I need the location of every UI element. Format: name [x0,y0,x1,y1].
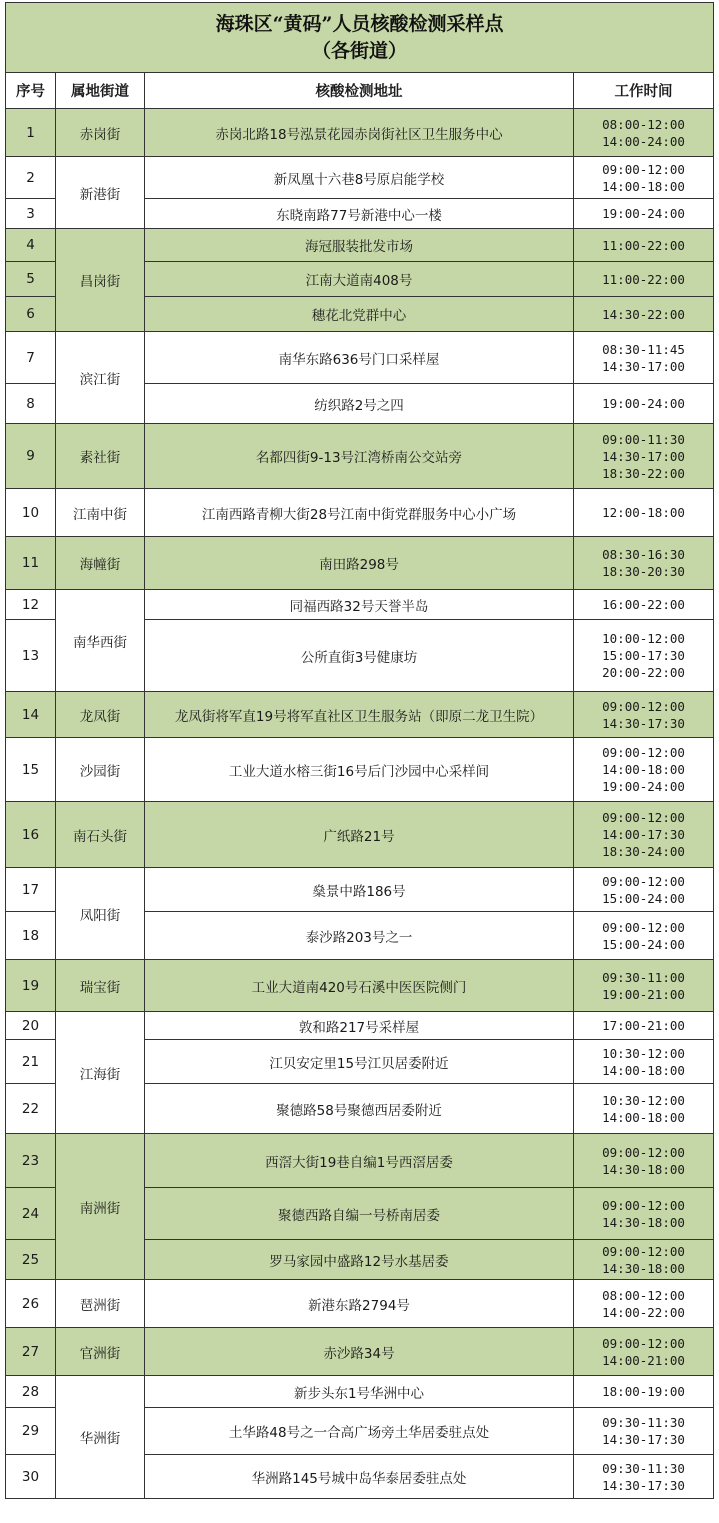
working-hours [574,332,714,384]
time-slot: 10:30-12:00 [602,1092,685,1108]
time-slot: 14:30-18:00 [602,1161,685,1177]
time-slot: 14:00-24:00 [602,133,685,149]
header-address: 核酸检测地址 [145,73,574,109]
working-hours [574,424,714,489]
district-name: 海幢街 [56,537,145,590]
site-address: 广纸路21号 [145,802,574,868]
table-row [6,332,714,384]
district-name: 南洲街 [56,1134,145,1280]
working-hours [574,1084,714,1134]
site-address: 赤岗北路18号泓景花园赤岗街社区卫生服务中心 [145,109,574,157]
time-slot: 17:00-21:00 [602,1018,685,1033]
site-address: 江贝安定里15号江贝居委附近 [145,1040,574,1084]
header-row [6,73,714,109]
title-line-2: （各街道） [312,39,408,62]
table-row [6,1328,714,1376]
row-number: 13 [6,620,56,692]
table-row [6,157,714,199]
district-name: 南华西街 [56,590,145,692]
time-slot: 14:00-17:30 [602,827,685,842]
site-address: 南华东路636号门口采样屋 [145,332,574,384]
header-district: 属地街道 [56,73,145,109]
district-name: 瑞宝街 [56,960,145,1012]
time-slot: 09:30-11:30 [602,1415,685,1430]
district-name: 新港街 [56,157,145,229]
time-slot: 14:30-22:00 [602,306,685,322]
table-row [6,802,714,868]
district-name: 昌岗街 [56,229,145,332]
time-slot: 09:00-12:00 [602,698,685,714]
time-slot: 14:30-17:30 [602,715,685,731]
site-address: 西滘大街19巷自编1号西滘居委 [145,1134,574,1188]
time-slot: 14:00-18:00 [602,1062,685,1078]
working-hours [574,1040,714,1084]
table-row [6,229,714,262]
row-number: 21 [6,1040,56,1084]
working-hours [574,912,714,960]
site-address: 新凤凰十六巷8号原启能学校 [145,157,574,199]
district-name: 凤阳街 [56,868,145,960]
time-slot: 09:30-11:00 [602,969,685,985]
table-row [6,868,714,912]
site-address: 华洲路145号城中岛华泰居委驻点处 [145,1455,574,1499]
table-row [6,1134,714,1188]
time-slot: 14:00-18:00 [602,762,685,777]
working-hours [574,262,714,297]
site-address: 聚德路58号聚德西居委附近 [145,1084,574,1134]
working-hours [574,1012,714,1040]
time-slot: 09:00-12:00 [602,161,685,177]
row-number: 5 [6,262,56,297]
time-slot: 18:00-19:00 [602,1384,685,1399]
time-slot: 09:00-12:00 [602,873,685,889]
working-hours [574,199,714,229]
row-number: 16 [6,802,56,868]
district-name: 江南中街 [56,489,145,537]
row-number: 29 [6,1408,56,1455]
time-slot: 14:30-17:00 [602,358,685,374]
time-slot: 14:00-22:00 [602,1304,685,1320]
district-name: 沙园街 [56,738,145,802]
time-slot: 18:30-20:30 [602,564,685,579]
site-address: 东晓南路77号新港中心一楼 [145,199,574,229]
working-hours [574,297,714,332]
working-hours [574,1188,714,1240]
time-slot: 15:00-17:30 [602,648,685,663]
site-address: 泰沙路203号之一 [145,912,574,960]
table-row [6,692,714,738]
district-name: 官洲街 [56,1328,145,1376]
row-number: 11 [6,537,56,590]
site-address: 穗花北党群中心 [145,297,574,332]
row-number: 26 [6,1280,56,1328]
time-slot: 19:00-24:00 [602,206,685,221]
working-hours [574,620,714,692]
time-slot: 14:30-18:00 [602,1260,685,1276]
working-hours [574,1408,714,1455]
site-address: 同福西路32号天誉半岛 [145,590,574,620]
site-address: 龙凤街将军直19号将军直社区卫生服务站（即原二龙卫生院） [145,692,574,738]
time-slot: 08:00-12:00 [602,116,685,132]
time-slot: 11:00-22:00 [602,237,685,253]
time-slot: 14:00-21:00 [602,1352,685,1368]
row-number: 6 [6,297,56,332]
working-hours [574,1134,714,1188]
working-hours [574,109,714,157]
row-number: 17 [6,868,56,912]
table-title [6,3,714,73]
working-hours [574,1280,714,1328]
time-slot: 16:00-22:00 [602,597,685,612]
site-address: 工业大道南420号石溪中医医院侧门 [145,960,574,1012]
row-number: 9 [6,424,56,489]
time-slot: 08:00-12:00 [602,1287,685,1303]
site-address: 新港东路2794号 [145,1280,574,1328]
table-row [6,960,714,1012]
district-name: 素社街 [56,424,145,489]
site-address: 江南西路青柳大街28号江南中街党群服务中心小广场 [145,489,574,537]
working-hours [574,868,714,912]
table-row [6,1376,714,1408]
time-slot: 11:00-22:00 [602,271,685,287]
row-number: 24 [6,1188,56,1240]
table-row [6,1280,714,1328]
working-hours [574,1376,714,1408]
working-hours [574,590,714,620]
site-address: 江南大道南408号 [145,262,574,297]
table-row [6,590,714,620]
row-number: 18 [6,912,56,960]
time-slot: 08:30-11:45 [602,341,685,357]
row-number: 12 [6,590,56,620]
working-hours [574,489,714,537]
row-number: 22 [6,1084,56,1134]
site-address: 聚德西路自编一号桥南居委 [145,1188,574,1240]
working-hours [574,1455,714,1499]
site-address: 海冠服装批发市场 [145,229,574,262]
district-name: 南石头街 [56,802,145,868]
time-slot: 14:30-17:30 [602,1432,685,1447]
working-hours [574,738,714,802]
row-number: 14 [6,692,56,738]
table-row [6,537,714,590]
time-slot: 08:30-16:30 [602,547,685,562]
working-hours [574,229,714,262]
row-number: 1 [6,109,56,157]
row-number: 2 [6,157,56,199]
site-address: 纺织路2号之四 [145,384,574,424]
time-slot: 10:30-12:00 [602,1045,685,1061]
working-hours [574,384,714,424]
row-number: 4 [6,229,56,262]
site-address: 南田路298号 [145,537,574,590]
row-number: 20 [6,1012,56,1040]
site-address: 敦和路217号采样屋 [145,1012,574,1040]
site-address: 新步头东1号华洲中心 [145,1376,574,1408]
district-name: 琶洲街 [56,1280,145,1328]
time-slot: 09:30-11:30 [602,1460,685,1476]
row-number: 27 [6,1328,56,1376]
table-row [6,738,714,802]
row-number: 28 [6,1376,56,1408]
title-line-1: 海珠区“黄码”人员核酸检测采样点 [215,12,504,35]
district-name: 滨江街 [56,332,145,424]
table-row [6,424,714,489]
row-number: 25 [6,1240,56,1280]
site-address: 罗马家园中盛路12号水基居委 [145,1240,574,1280]
header-hours: 工作时间 [574,73,714,109]
time-slot: 14:30-17:30 [602,1477,685,1493]
time-slot: 09:00-12:00 [602,1243,685,1259]
row-number: 19 [6,960,56,1012]
header-no: 序号 [6,73,56,109]
site-address: 工业大道水榕三街16号后门沙园中心采样间 [145,738,574,802]
working-hours [574,802,714,868]
district-name: 赤岗街 [56,109,145,157]
time-slot: 09:00-12:00 [602,919,685,935]
site-address: 赤沙路34号 [145,1328,574,1376]
time-slot: 15:00-24:00 [602,890,685,906]
working-hours [574,537,714,590]
site-address: 公所直街3号健康坊 [145,620,574,692]
time-slot: 19:00-24:00 [602,396,685,411]
table-row [6,489,714,537]
site-address: 土华路48号之一合高广场旁土华居委驻点处 [145,1408,574,1455]
working-hours [574,692,714,738]
time-slot: 19:00-24:00 [602,779,685,794]
site-address: 名都四街9-13号江湾桥南公交站旁 [145,424,574,489]
time-slot: 20:00-22:00 [602,665,685,680]
working-hours [574,960,714,1012]
district-name: 龙凤街 [56,692,145,738]
working-hours [574,157,714,199]
working-hours [574,1328,714,1376]
row-number: 3 [6,199,56,229]
time-slot: 09:00-12:00 [602,1197,685,1213]
time-slot: 15:00-24:00 [602,936,685,952]
table-row [6,1012,714,1040]
row-number: 30 [6,1455,56,1499]
district-name: 江海街 [56,1012,145,1134]
time-slot: 14:30-18:00 [602,1214,685,1230]
time-slot: 14:00-18:00 [602,178,685,194]
sampling-sites-table [5,2,714,1499]
time-slot: 09:00-12:00 [602,1144,685,1160]
time-slot: 09:00-12:00 [602,810,685,825]
row-number: 10 [6,489,56,537]
time-slot: 09:00-12:00 [602,745,685,760]
time-slot: 14:30-17:00 [602,448,685,464]
time-slot: 10:00-12:00 [602,631,685,646]
row-number: 7 [6,332,56,384]
row-number: 23 [6,1134,56,1188]
table-row [6,109,714,157]
title-row [6,3,714,73]
time-slot: 18:30-24:00 [602,844,685,859]
time-slot: 12:00-18:00 [602,505,685,520]
row-number: 15 [6,738,56,802]
time-slot: 19:00-21:00 [602,986,685,1002]
time-slot: 09:00-11:30 [602,431,685,447]
row-number: 8 [6,384,56,424]
time-slot: 14:00-18:00 [602,1109,685,1125]
district-name: 华洲街 [56,1376,145,1499]
working-hours [574,1240,714,1280]
time-slot: 18:30-22:00 [602,465,685,481]
time-slot: 09:00-12:00 [602,1335,685,1351]
site-address: 燊景中路186号 [145,868,574,912]
